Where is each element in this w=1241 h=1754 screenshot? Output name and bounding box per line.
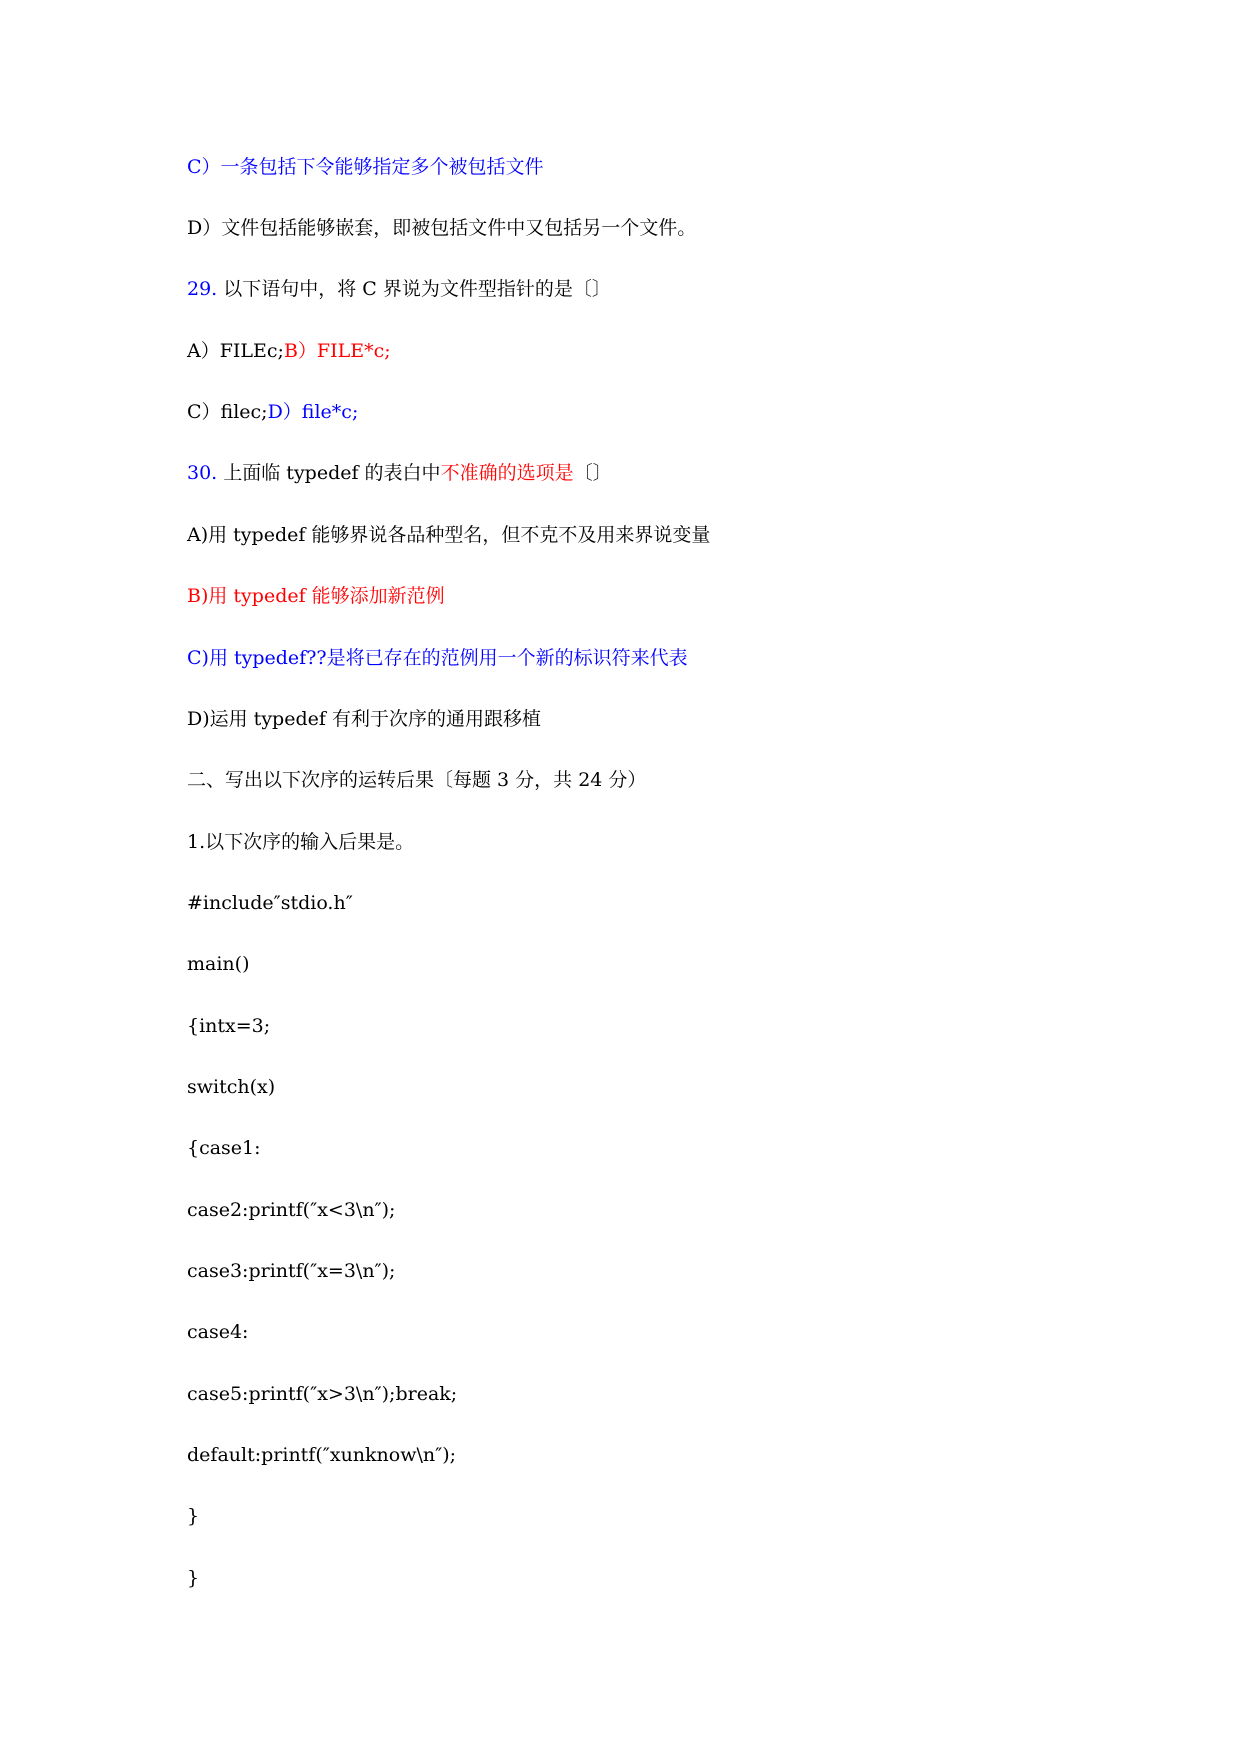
q29-option-b: B）FILE*c;: [283, 340, 391, 362]
code-line: case2:printf(″x<3\n″);: [187, 1199, 396, 1221]
code-line: case3:printf(″x=3\n″);: [187, 1260, 396, 1282]
code-line: {intx=3;: [187, 1015, 271, 1037]
q29-option-d: D）file*c;: [267, 401, 359, 423]
code-line: }: [187, 1567, 200, 1589]
q29-stem: 以下语句中，将 C 界说为文件型指针的是〔〕: [223, 278, 611, 300]
q29-options-cd: [187, 400, 358, 424]
code-line: switch(x): [187, 1076, 276, 1098]
code-line: case5:printf(″x>3\n″);break;: [187, 1383, 458, 1405]
q30-stem-prefix: 上面临 typedef 的表白中: [223, 462, 441, 484]
code-line: case4:: [187, 1321, 249, 1343]
q30-stem-line: [187, 461, 612, 485]
section-2-heading: 二、写出以下次序的运转后果〔每题 3 分，共 24 分）: [187, 769, 647, 791]
q28-option-d: D）文件包括能够嵌套，即被包括文件中又包括另一个文件。: [187, 217, 697, 239]
q30-stem-highlight: 不准确的选项是: [440, 462, 574, 484]
code-line: {case1:: [187, 1137, 261, 1159]
q29-option-c: C）filec;: [187, 401, 268, 423]
section-2-question-1: 1.以下次序的输入后果是。: [187, 831, 415, 853]
q30-number: 30.: [187, 462, 218, 484]
q28-option-c: C）一条包括下令能够指定多个被包括文件: [187, 156, 544, 178]
code-line: #include″stdio.h″: [187, 892, 353, 914]
q29-option-a: A）FILEc;: [187, 340, 284, 362]
q29-number: 29.: [187, 278, 218, 300]
code-line: main(): [187, 953, 250, 975]
code-line: default:printf(″xunknow\n″);: [187, 1444, 457, 1466]
q30-option-a: A)用 typedef 能够界说各品种型名，但不克不及用来界说变量: [187, 524, 711, 546]
q29-stem-line: [187, 277, 611, 301]
q30-stem-suffix: 〔〕: [573, 462, 612, 484]
q29-options-ab: [187, 339, 391, 363]
code-line: }: [187, 1505, 200, 1527]
q30-option-c: C)用 typedef??是将已存在的范例用一个新的标识符来代表: [187, 647, 688, 669]
q30-option-b: B)用 typedef 能够添加新范例: [187, 585, 445, 607]
q30-option-d: D)运用 typedef 有利于次序的通用跟移植: [187, 708, 541, 730]
